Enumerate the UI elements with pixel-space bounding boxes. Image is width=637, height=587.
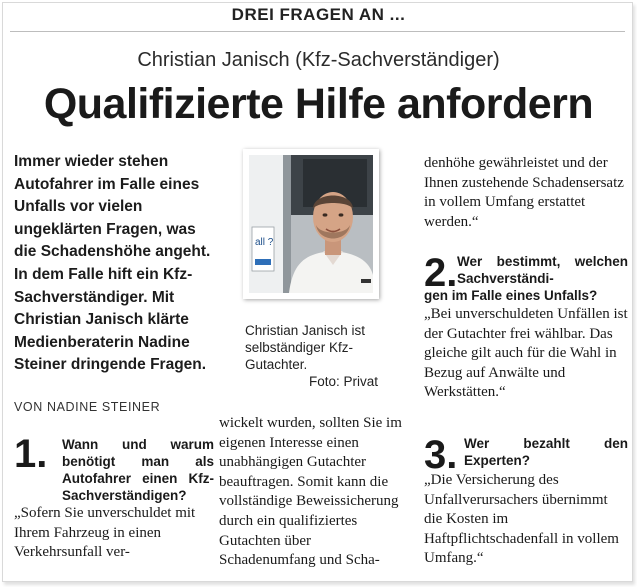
- question-text: Wer bezahlt den Experten?: [464, 436, 628, 468]
- question-1: [14, 434, 214, 563]
- question-number: 1.: [14, 432, 48, 476]
- kicker-divider: [10, 31, 625, 32]
- question-3: [424, 435, 628, 569]
- photo-credit: Foto: Privat: [309, 374, 379, 389]
- answer-continuation-end: denhöhe gewährleistet und der Ihnen zustehende Schadensersatz in vollem Umfang erstattet werden.“: [424, 155, 624, 230]
- question-number: 2.: [424, 251, 458, 295]
- portrait-photo-frame: [243, 149, 379, 299]
- question-number: 3.: [424, 433, 458, 477]
- photo-caption: Christian Janisch ist selbständiger Kfz-Gutachter.: [245, 323, 366, 372]
- kicker-title: DREI FRAGEN AN ...: [231, 5, 406, 24]
- question-2: [424, 253, 628, 403]
- portrait-photo: [249, 155, 373, 293]
- answer-text: „Die Versicherung des Unfallverursachers übernimmt die Kosten im Haftpflichtschadenfall in vollem Umfang.“: [424, 472, 619, 567]
- answer-continuation: wickelt wurden, sollten Sie im eigenen Interesse einen unabhängigen Gutachter beauftragen. Somit kann die vollständige Beweissicherung durch ein qualifiziertes Gutachten über Schadenumfang und Scha-: [219, 415, 402, 569]
- answer-text: „Bei unverschuldeten Unfällen ist der Gutachter frei wählbar. Das gleiche gilt auch für die Wahl in Bezug auf Anwälte und Werkstätten.“: [424, 306, 628, 401]
- question-text: Wann und warum benötigt man als Autofahrer einen Kfz-Sachverständigen?: [62, 437, 214, 503]
- question-text-tail: gen im Falle eines Unfalls?: [424, 288, 598, 303]
- question-text-head: Wer bestimmt, welchen Sachverständi-: [457, 254, 628, 286]
- intro-paragraph: Immer wieder stehen Autofahrer im Falle eines Unfalls vor vielen ungeklärten Fragen, was die Schadenshöhe angeht. In dem Falle hift ein Kfz-Sachverständiger. Mit Christian Janisch klärte Medienberaterin Nadine Steiner dringende Fragen.: [14, 153, 211, 374]
- answer-text: „Sofern Sie unverschuldet mit Ihrem Fahrzeug in einen Verkehrsunfall ver-: [14, 505, 196, 561]
- byline: VON NADINE STEINER: [14, 400, 161, 414]
- article-subtitle: Christian Janisch (Kfz-Sachverständiger): [137, 49, 500, 71]
- sign-text: all ?: [255, 237, 274, 248]
- article-headline: Qualifizierte Hilfe anfordern: [43, 80, 594, 128]
